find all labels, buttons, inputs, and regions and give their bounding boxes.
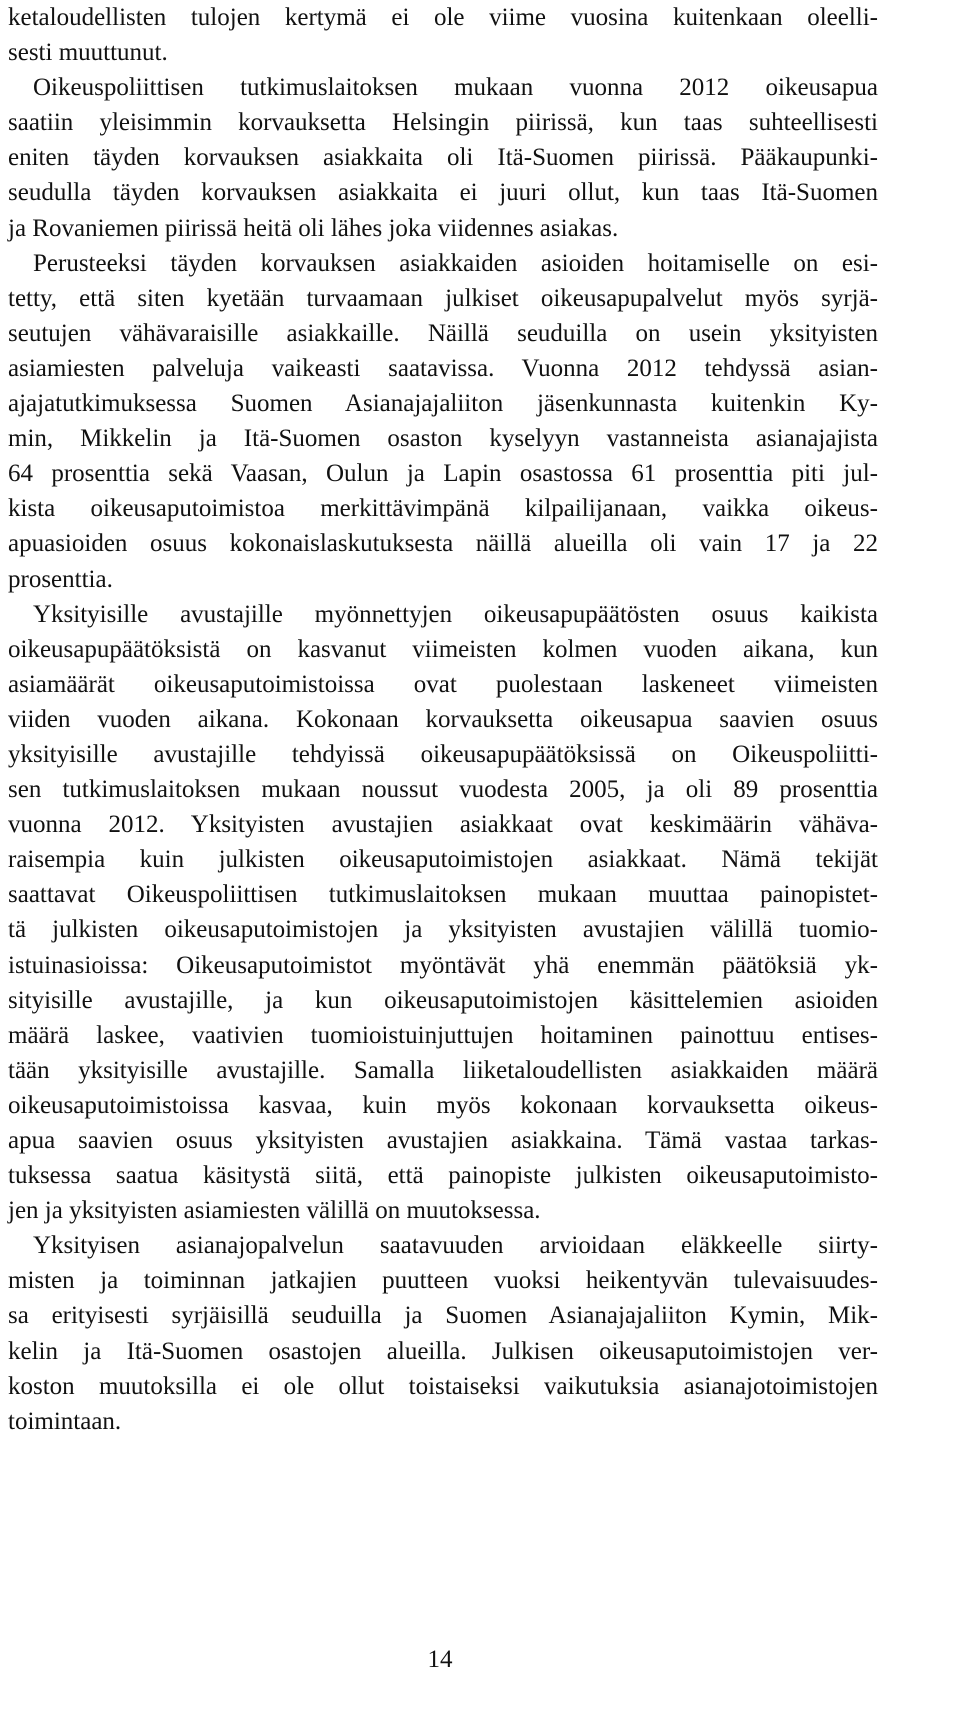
text-line: asiamäärät oikeusaputoimistoissa ovat puolestaan laskeneet viimeisten [8,670,878,698]
text-line: ketaloudellisten tulojen kertymä ei ole viime vuosina kuitenkaan oleelli- [8,4,878,31]
text-line: ajajatutkimuksessa Suomen Asianajajaliiton jäsenkunnasta kuitenkin Ky- [8,390,878,418]
text-line: tetty, että siten kyetään turvaamaan julkiset oikeusapupalvelut myös syrjä- [8,284,878,312]
text-line: min, Mikkelin ja Itä-Suomen osaston kyselyyn vastanneista asianajajista [8,425,878,453]
text-line: kelin ja Itä-Suomen osastojen alueilla. Julkisen oikeusaputoimistojen ver- [8,1337,878,1365]
text-line: seudulla täyden korvauksen asiakkaita ei juuri ollut, kun taas Itä-Suomen [8,179,878,207]
text-line: kista oikeusaputoimistoa merkittävimpänä kilpailijanaan, vaikka oikeus- [8,495,878,523]
text-line: misten ja toiminnan jatkajien puutteen vuoksi heikentyvän tulevaisuudes- [8,1267,878,1295]
text-line: apuasioiden osuus kokonaislaskutuksesta näillä alueilla oli vain 17 ja 22 [8,530,878,558]
text-line: Yksityisen asianajopalvelun saatavuuden arvioidaan eläkkeelle siirty- [8,1232,878,1260]
text-line: saattavat Oikeuspoliittisen tutkimuslaitoksen mukaan muuttaa painopistet- [8,881,878,909]
text-line: yksityisille avustajille tehdyissä oikeusapupäätöksissä on Oikeuspoliitti- [8,740,878,768]
text-line: Perusteeksi täyden korvauksen asiakkaiden asioiden hoitamiselle on esi- [8,249,878,277]
text-line: sen tutkimuslaitoksen mukaan noussut vuodesta 2005, ja oli 89 prosenttia [8,776,878,804]
text-line: ja Rovaniemen piirissä heitä oli lähes joka viidennes asiakas. [8,214,619,242]
text-line: viiden vuoden aikana. Kokonaan korvauksetta oikeusapua saavien osuus [8,705,878,733]
text-line: raisempia kuin julkisten oikeusaputoimistojen asiakkaat. Nämä tekijät [8,846,878,874]
text-line: määrä laskee, vaativien tuomioistuinjuttujen hoitaminen painottuu entises- [8,1021,878,1049]
text-line: jen ja yksityisten asiamiesten välillä on muutoksessa. [8,1197,541,1225]
text-line: asiamiesten palveluja vaikeasti saatavissa. Vuonna 2012 tehdyssä asian- [8,354,878,382]
text-line: tuksessa saatua käsitystä siitä, että painopiste julkisten oikeusaputoimisto- [8,1162,878,1190]
text-line: sesti muuttunut. [8,39,168,67]
text-line: tään yksityisille avustajille. Samalla liiketaloudellisten asiakkaiden määrä [8,1056,878,1084]
page-number: 14 [427,1646,453,1673]
text-line: vuonna 2012. Yksityisten avustajien asiakkaat ovat keskimäärin vähäva- [8,811,878,839]
body-text [8,0,878,1439]
text-line: apua saavien osuus yksityisten avustajien asiakkaina. Tämä vastaa tarkas- [8,1127,878,1154]
text-line: Oikeuspoliittisen tutkimuslaitoksen mukaan vuonna 2012 oikeusapua [8,74,878,102]
text-line: 64 prosenttia sekä Vaasan, Oulun ja Lapin osastossa 61 prosenttia piti jul- [8,460,878,488]
text-line: prosenttia. [8,565,113,593]
text-line: oikeusapupäätöksistä on kasvanut viimeisten kolmen vuoden aikana, kun [8,635,878,663]
text-line: istuinasioissa: Oikeusaputoimistot myöntävät yhä enemmän päätöksiä yk- [8,951,878,979]
text-line: Yksityisille avustajille myönnettyjen oikeusapupäätösten osuus kaikista [8,600,878,628]
text-line: koston muutoksilla ei ole ollut toistaiseksi vaikutuksia asianajotoimistojen [8,1372,878,1400]
text-line: oikeusaputoimistoissa kasvaa, kuin myös kokonaan korvauksetta oikeus- [8,1091,878,1119]
text-line: saatiin yleisimmin korvauksetta Helsingin piirissä, kun taas suhteellisesti [8,109,878,137]
text-line: toimintaan. [8,1407,122,1435]
text-line: seutujen vähävaraisille asiakkaille. Näillä seuduilla on usein yksityisten [8,319,878,347]
text-line: tä julkisten oikeusaputoimistojen ja yksityisten avustajien välillä tuomio- [8,916,878,944]
text-line: sityisille avustajille, ja kun oikeusaputoimistojen käsittelemien asioiden [8,986,878,1014]
text-line: eniten täyden korvauksen asiakkaita oli Itä-Suomen piirissä. Pääkaupunki- [8,144,878,172]
text-line: sa erityisesti syrjäisillä seuduilla ja Suomen Asianajajaliiton Kymin, Mik- [8,1302,878,1330]
